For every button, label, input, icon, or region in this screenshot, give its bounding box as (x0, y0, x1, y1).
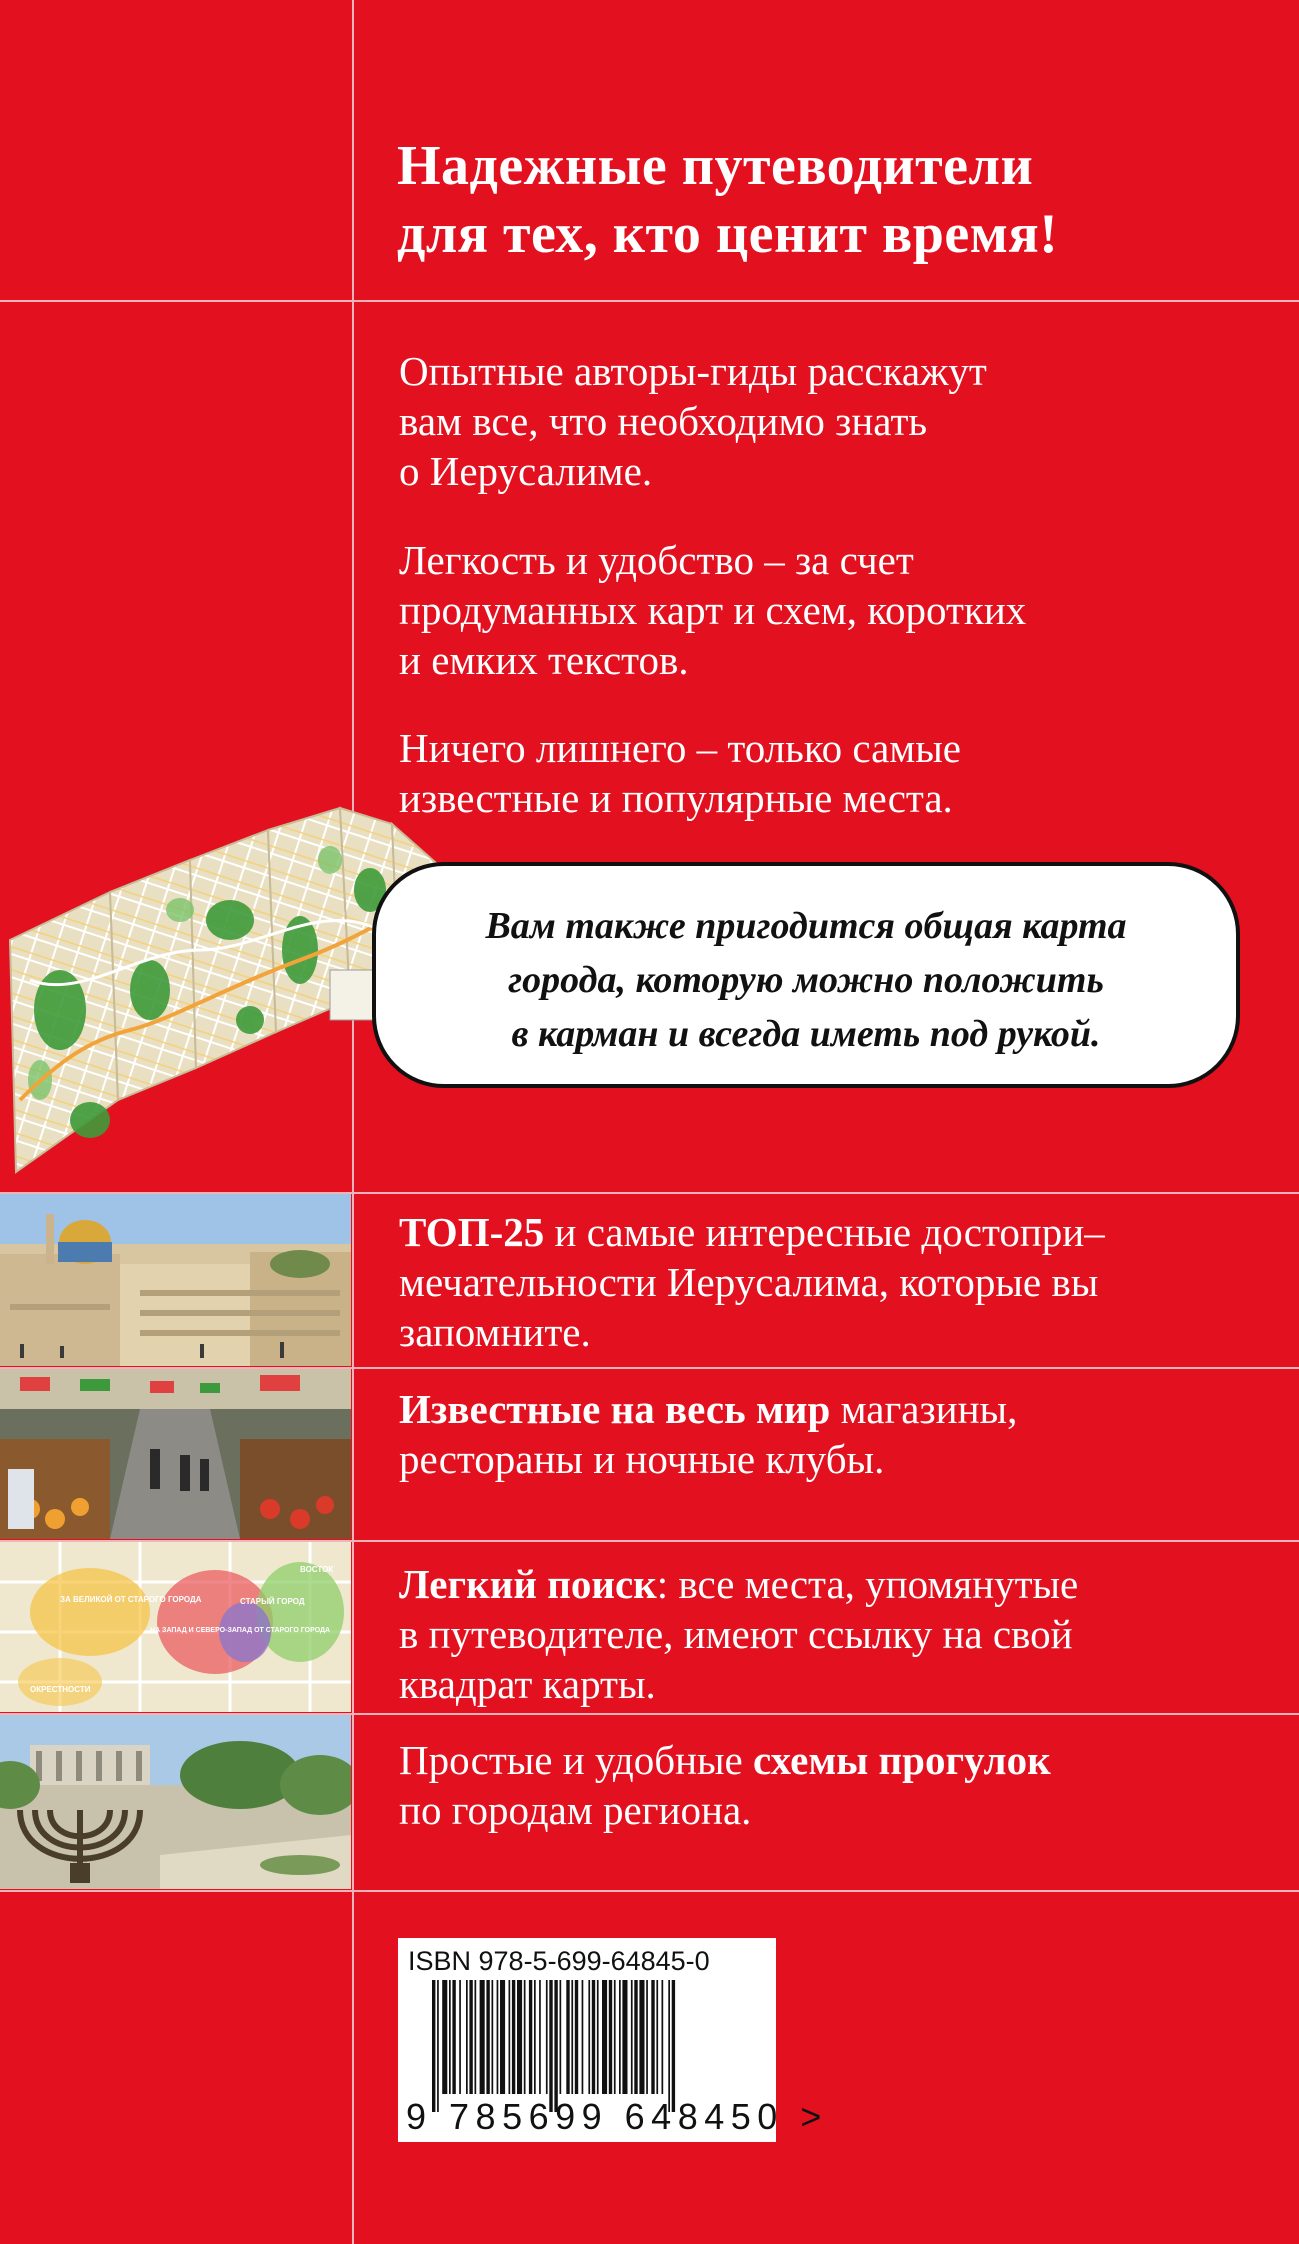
feature-top25 (399, 1207, 1279, 1357)
barcode-bar (634, 1980, 637, 2094)
barcode-bar (662, 1980, 664, 2094)
feature-text: мечательности Иерусалима, которые вы (399, 1259, 1099, 1305)
barcode-bar (566, 1980, 569, 2094)
map-area-label: ВОСТОК (300, 1565, 334, 1574)
barcode-bar (668, 1980, 670, 2112)
feature-text: по городам региона. (399, 1787, 752, 1833)
barcode-bar (539, 1980, 541, 2094)
barcode-bar (622, 1980, 627, 2094)
feature-bold: Известные на весь мир (399, 1386, 831, 1432)
barcode-bar (432, 1980, 435, 2112)
barcode-bar (614, 1980, 616, 2094)
barcode-bar (651, 1980, 654, 2094)
menorah-knesset-photo (0, 1715, 351, 1889)
barcode-bar (546, 1980, 548, 2094)
intro-paragraph-authors (399, 346, 1259, 496)
old-city-photo (0, 1194, 351, 1366)
barcode-bar (452, 1980, 455, 2094)
market-photo (0, 1369, 351, 1539)
feature-walks (399, 1735, 1279, 1835)
headline-line: для тех, кто ценит время! (397, 203, 1059, 265)
barcode-bar (619, 1980, 621, 2094)
feature-search (399, 1559, 1279, 1709)
barcode-bar (639, 1980, 644, 2094)
barcode-bar (500, 1980, 505, 2094)
headline (397, 132, 1277, 268)
barcode-bar (656, 1980, 658, 2094)
isbn-label: ISBN 978-5-699-64845-0 (408, 1946, 710, 1976)
intro-line: продуманных карт и схем, коротких (399, 587, 1027, 633)
barcode-bar (582, 1980, 584, 2094)
barcode-bar (609, 1980, 612, 2094)
barcode-bar (480, 1980, 485, 2094)
map-area-label: СТАРЫЙ ГОРОД (240, 1597, 305, 1606)
barcode-bar (459, 1980, 461, 2094)
barcode-bar (442, 1980, 447, 2094)
barcode-bar (524, 1980, 526, 2094)
headline-line: Надежные путеводители (397, 135, 1034, 197)
map-area-label: ЗА ВЕЛИКОЙ ОТ СТАРОГО ГОРОДА (60, 1595, 202, 1604)
callout-line: города, которую можно положить (508, 959, 1104, 1001)
feature-text: магазины, (830, 1386, 1018, 1432)
intro-line: известные и популярные места. (399, 775, 953, 821)
barcode-bar (672, 1980, 675, 2112)
intro-paragraph-places (399, 723, 1259, 823)
area-map-thumbnail (0, 1542, 351, 1712)
map-area-label: ОКРЕСТНОСТИ (30, 1685, 91, 1694)
feature-text: в путеводителе, имеют ссылку на свой (399, 1611, 1073, 1657)
intro-line: о Иерусалиме. (399, 448, 653, 494)
barcode-bar (512, 1980, 515, 2094)
feature-bold: ТОП-25 (399, 1209, 545, 1255)
callout-line: в карман и всегда иметь под рукой. (511, 1013, 1101, 1055)
barcode-bar (466, 1980, 468, 2094)
intro-line: и емких текстов. (399, 637, 689, 683)
callout-line: Вам также пригодится общая карта (485, 905, 1127, 947)
isbn-barcode (398, 1938, 828, 2142)
barcode-bar (575, 1980, 578, 2094)
barcode-bar (554, 1980, 557, 2112)
map-area-label: НА ЗАПАД И СЕВЕРО-ЗАПАД ОТ СТАРОГО ГОРОДА (150, 1627, 331, 1634)
barcode-bar (592, 1980, 595, 2094)
divider-rule (0, 1890, 1299, 1892)
feature-text: и самые интересные достопри– (544, 1209, 1105, 1255)
barcode-bar (437, 1980, 439, 2112)
feature-bold: Легкий поиск (399, 1561, 657, 1607)
feature-bold: схемы прогулок (753, 1737, 1051, 1783)
feature-text: : все места, упомянутые (656, 1561, 1079, 1607)
barcode-bar (509, 1980, 511, 2094)
feature-text: квадрат карты. (399, 1661, 656, 1707)
divider-rule (0, 300, 1299, 302)
barcode-bars (432, 1980, 742, 2112)
barcode-bar (469, 1980, 472, 2094)
barcode-bar (497, 1980, 499, 2094)
barcode-bar (597, 1980, 599, 2094)
barcode-bar (449, 1980, 451, 2094)
isbn-digits: 9 785699 648450 > (406, 2096, 828, 2137)
barcode-bar (517, 1980, 522, 2094)
barcode-bar (646, 1980, 648, 2094)
intro-paragraph-maps (399, 535, 1259, 685)
feature-text: рестораны и ночные клубы. (399, 1436, 885, 1482)
barcode-bar (631, 1980, 633, 2094)
barcode-bar (588, 1980, 590, 2094)
barcode-bar (486, 1980, 489, 2094)
barcode-bar (602, 1980, 607, 2094)
intro-line: Легкость и удобство – за счет (399, 537, 914, 583)
intro-line: вам все, что необходимо знать (399, 398, 928, 444)
barcode-bar (475, 1980, 477, 2094)
barcode-bar (549, 1980, 552, 2112)
barcode-bar (571, 1980, 573, 2094)
feature-shops (399, 1384, 1279, 1484)
intro-line: Опытные авторы-гиды расскажут (399, 348, 987, 394)
feature-text: запомните. (399, 1309, 591, 1355)
feature-text: Простые и удобные (399, 1737, 754, 1783)
barcode-bar (534, 1980, 536, 2094)
map-callout-bubble (372, 862, 1240, 1088)
barcode-bar (560, 1980, 562, 2094)
barcode-bar (529, 1980, 532, 2094)
intro-line: Ничего лишнего – только самые (399, 725, 961, 771)
barcode-bar (492, 1980, 494, 2094)
